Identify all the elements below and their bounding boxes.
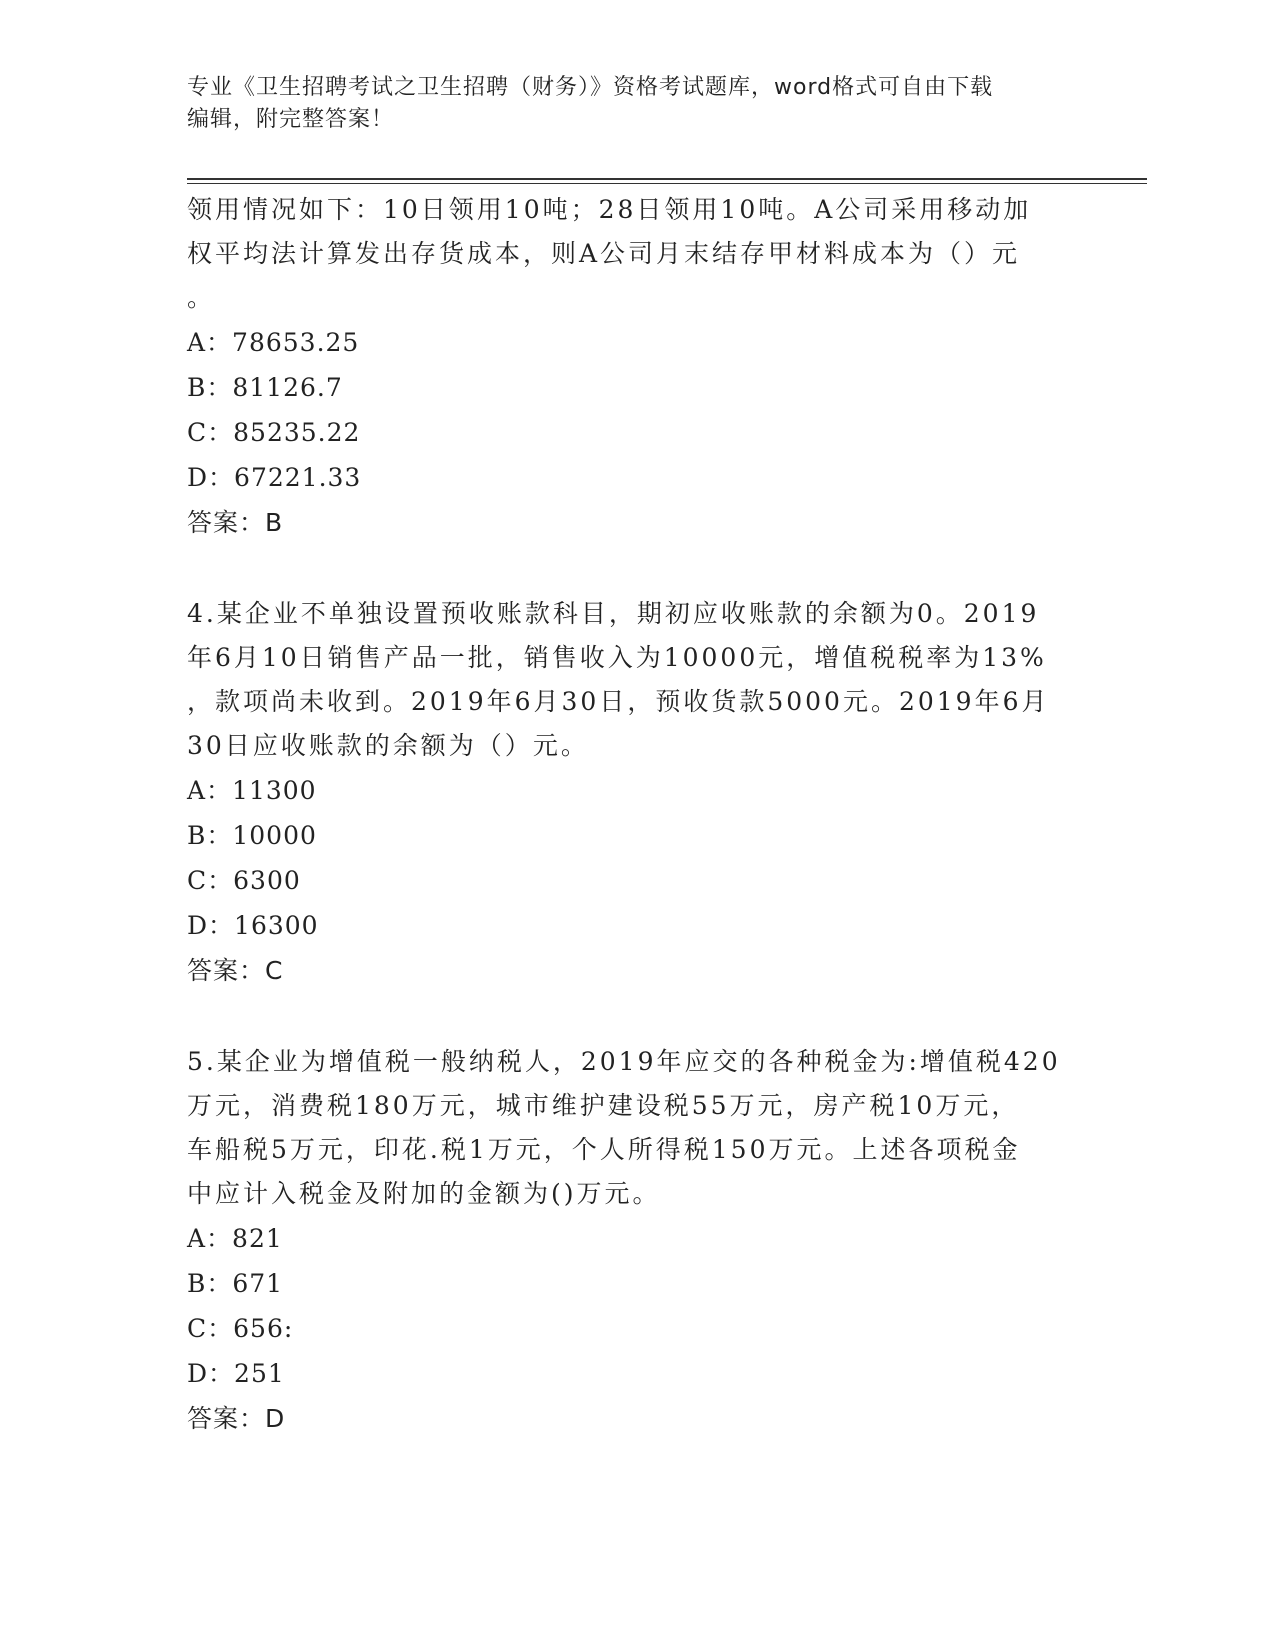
question-stem-line: 4.某企业不单独设置预收账款科目，期初应收账款的余额为0。2019 (187, 599, 1040, 628)
option-a: A：821 (187, 1224, 283, 1253)
question-stem-line: 。 (187, 283, 216, 312)
option-c: C：85235.22 (187, 418, 361, 447)
option-b: B：10000 (187, 821, 317, 850)
header-line-1: 专业《卫生招聘考试之卫生招聘（财务）》资格考试题库，word格式可自由下载 (187, 75, 994, 100)
question-stem-line: 30日应收账款的余额为（）元。 (187, 731, 589, 760)
question-spacer (187, 994, 1077, 1040)
option-a: A：78653.25 (187, 328, 360, 357)
question-stem-line: 5.某企业为增值税一般纳税人，2019年应交的各种税金为:增值税420 (187, 1047, 1061, 1076)
question-stem-line: 权平均法计算发出存货成本，则A公司月末结存甲材料成本为（）元 (187, 239, 1021, 268)
answer-label: 答案：C (187, 956, 284, 985)
option-d: D：251 (187, 1359, 285, 1388)
question-list (187, 188, 1077, 1442)
header-divider-thick (187, 178, 1147, 180)
question-3 (187, 188, 1077, 546)
question-stem-line: ，款项尚未收到。2019年6月30日，预收货款5000元。2019年6月 (187, 687, 1050, 716)
answer-label: 答案：B (187, 508, 284, 537)
question-stem-line: 车船税5万元，印花.税1万元，个人所得税150万元。上述各项税金 (187, 1135, 1021, 1164)
option-b: B：81126.7 (187, 373, 343, 402)
question-4 (187, 592, 1077, 994)
header-line-2: 编辑，附完整答案！ (187, 107, 395, 132)
question-stem-line: 万元，消费税180万元，城市维护建设税55万元，房产税10万元， (187, 1091, 1020, 1120)
question-spacer (187, 546, 1077, 592)
option-c: C：6300 (187, 866, 301, 895)
question-stem-line: 年6月10日销售产品一批，销售收入为10000元，增值税税率为13% (187, 643, 1047, 672)
question-stem-line: 领用情况如下：10日领用10吨；28日领用10吨。A公司采用移动加 (187, 195, 1032, 224)
answer-label: 答案：D (187, 1404, 286, 1433)
document-header (187, 72, 1067, 136)
header-divider-thin (187, 183, 1147, 184)
option-c: C：656: (187, 1314, 294, 1343)
question-stem-line: 中应计入税金及附加的金额为()万元。 (187, 1179, 661, 1208)
question-5 (187, 1040, 1077, 1442)
option-b: B：671 (187, 1269, 284, 1298)
option-d: D：67221.33 (187, 463, 362, 492)
option-a: A：11300 (187, 776, 317, 805)
option-d: D：16300 (187, 911, 319, 940)
